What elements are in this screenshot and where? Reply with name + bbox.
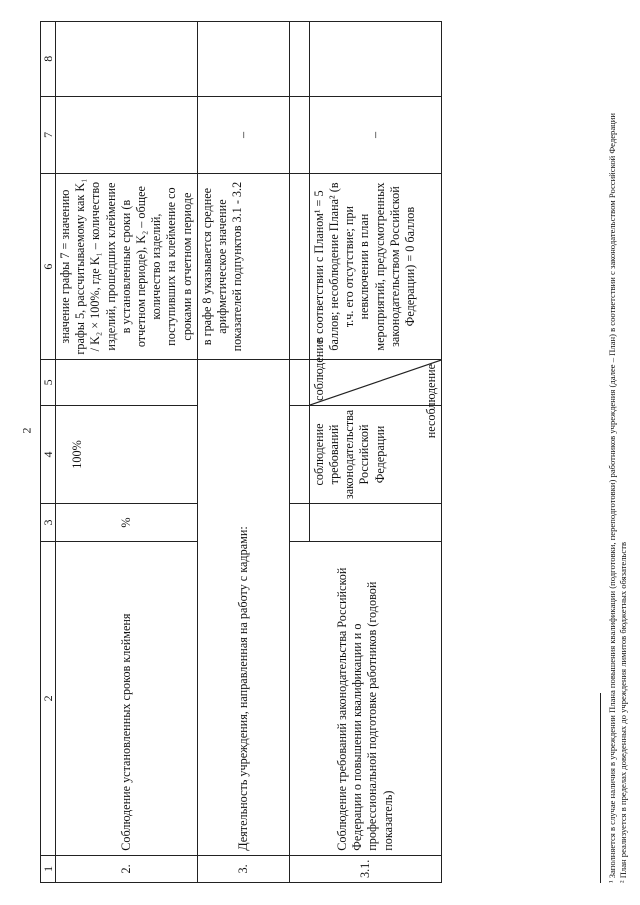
indicator-name: Деятельность учреждения, направленная на работу с кадрами: <box>197 359 289 855</box>
header-row <box>41 22 56 883</box>
indicators-table <box>40 21 442 883</box>
dash-cell: – <box>309 96 441 174</box>
footnote-divider <box>600 693 601 883</box>
empty-cell <box>289 22 309 97</box>
header-cell: 7 <box>41 96 56 174</box>
split-cell <box>309 338 441 439</box>
empty-cell <box>289 504 309 542</box>
empty-cell <box>56 96 198 174</box>
diagonal-line <box>310 360 441 405</box>
rotated-page <box>40 21 628 883</box>
calculation-rule: в соответствии с Планом¹ = 5 баллов; несоблюдение Плана² (в т.ч. его отсутствие; при невключении в план мероприятий, предусмотренных законодательством Российской Федерации) = 0 баллов <box>309 174 441 360</box>
target-value: 100% <box>56 405 198 503</box>
page-number: 2 <box>19 427 34 434</box>
dash-cell: – <box>197 96 289 174</box>
footnotes <box>600 21 629 883</box>
header-cell: 8 <box>41 22 56 97</box>
header-cell: 3 <box>41 504 56 542</box>
indicator-name: Соблюдение требований законодательства Российской Федерации о повышении квалификации и о профессиональной подготовке работников (годовой показатель) <box>289 541 441 855</box>
header-cell: 2 <box>41 541 56 855</box>
row-number: 2. <box>56 855 198 882</box>
header-cell: 6 <box>41 174 56 360</box>
table-row <box>289 22 309 883</box>
empty-cell <box>289 405 309 503</box>
row-number: 3. <box>197 855 289 882</box>
indicator-name: Соблюдение установленных сроков клейменя <box>56 541 198 855</box>
calculation-rule: в графе 8 указывается среднее арифметическое значение показателей подпунктов 3.1 - 3.2 <box>197 174 289 360</box>
split-bottom-label: несоблюдение <box>423 363 438 439</box>
split-top-label: соблюдение <box>311 338 326 401</box>
table-row <box>56 22 198 883</box>
footnote: ² План реализуется в пределах доведенных до учреждения лимитов бюджетных обязательств <box>618 541 628 883</box>
empty-cell <box>197 22 289 97</box>
footnote: ¹ Заполняется в случае наличия в учреждении Плана повышения квалификации (подготовки, переподготовки) работников учреждения (далее – План) в соответствии с законодательством Российской Федерации <box>607 113 617 883</box>
calculation-rule: значение графы 7 = значению графы 5, рассчитываемому как K₁ / K₂ × 100%, где K₁ – количество изделий, прошедших клеймение в установленные сроки (в отчетном периоде), K₂ – общее количество изделий, поступивших на клеймение со сроками в отчетном периоде <box>56 174 198 360</box>
header-cell: 1 <box>41 855 56 882</box>
unit-cell: % <box>56 504 198 542</box>
table-row <box>197 22 289 883</box>
empty-cell <box>56 359 198 405</box>
empty-cell <box>56 22 198 97</box>
header-cell: 4 <box>41 405 56 503</box>
header-cell: 5 <box>41 359 56 405</box>
requirement-cell: соблюдение требований законодательства Российской Федерации <box>309 405 441 503</box>
empty-cell <box>309 504 441 542</box>
empty-cell <box>289 359 309 405</box>
empty-cell <box>289 96 309 174</box>
row-number: 3.1. <box>289 855 441 882</box>
empty-cell <box>309 22 441 97</box>
empty-cell <box>289 174 309 360</box>
